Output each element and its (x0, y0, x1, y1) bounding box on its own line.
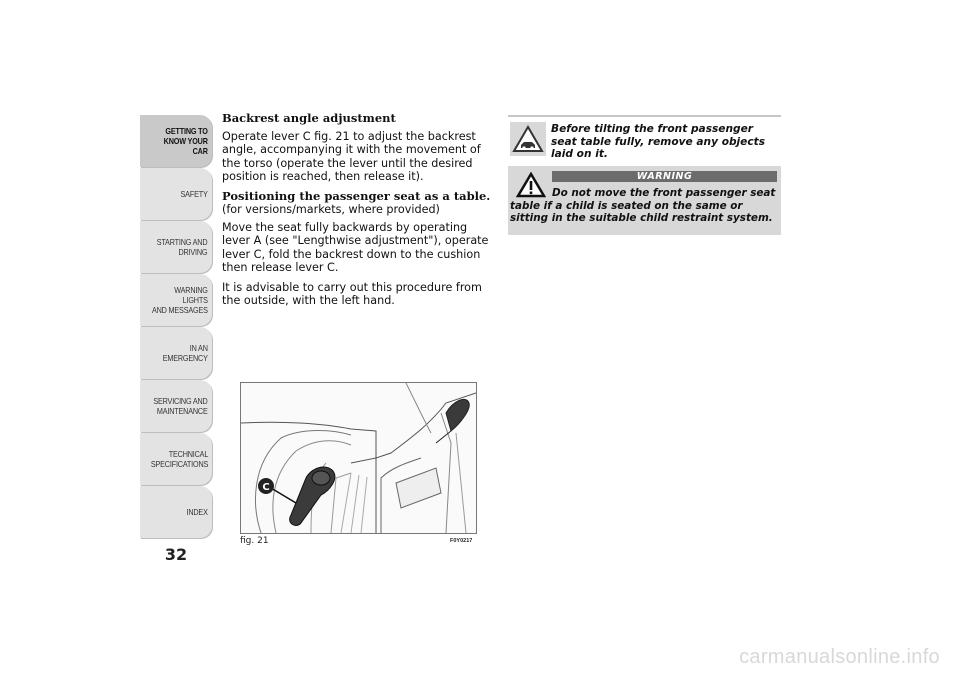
figure-seat-lever (240, 382, 477, 534)
tab-label: SAFETY (180, 189, 208, 199)
caution-box (508, 115, 781, 162)
tab-safety[interactable] (140, 168, 212, 220)
warning-title: WARNING (552, 171, 777, 182)
tab-starting-and-driving[interactable] (140, 221, 212, 273)
tab-servicing[interactable] (140, 380, 212, 432)
tab-getting-to-know-your-car[interactable] (140, 115, 212, 167)
tab-label: STARTING AND DRIVING (157, 237, 208, 257)
tab-technical-specifications[interactable] (140, 433, 212, 485)
section-body: Move the seat fully backwards by operating lever A (see "Lengthwise adjustment"), operate lever C, fold the backrest down to the cushion then release lever C. (222, 220, 489, 274)
tab-label: GETTING TO KNOW YOUR CAR (163, 126, 208, 156)
main-text-column (222, 112, 494, 314)
tab-label: IN AN EMERGENCY (162, 343, 208, 363)
page-number: 32 (164, 545, 188, 564)
tab-label: INDEX (186, 507, 208, 517)
callout-label-c: C (262, 482, 270, 493)
warning-text: Do not move the front passenger seat table if a child is seated on the same or sitting in the suitable child restraint system. (510, 187, 776, 224)
car-warning-icon (510, 122, 546, 156)
tab-warning-lights[interactable] (140, 274, 212, 326)
tab-label: SERVICING AND MAINTENANCE (153, 396, 208, 416)
seat-lever-illustration (241, 383, 476, 533)
section-body: Operate lever C fig. 21 to adjust the backrest angle, accompanying it with the movement of the torso (operate the lever until the desired position is reached, then release it). (222, 129, 481, 183)
figure-code: F0Y0217 (450, 538, 473, 544)
caution-text: Before tilting the front passenger seat table fully, remove any objects laid on it. (551, 123, 766, 160)
tab-label: WARNING LIGHTS AND MESSAGES (151, 285, 208, 315)
section-heading: Backrest angle adjustment (222, 111, 396, 125)
chapter-tabs (140, 115, 212, 539)
section-body: It is advisable to carry out this procedure from the outside, with the left hand. (222, 280, 482, 307)
tab-label: TECHNICAL SPECIFICATIONS (150, 449, 208, 469)
tab-index[interactable] (140, 486, 212, 538)
tab-in-an-emergency[interactable] (140, 327, 212, 379)
section-heading: Positioning the passenger seat as a table. (222, 188, 491, 203)
warning-box (508, 166, 781, 235)
section-note: (for versions/markets, where provided) (222, 203, 440, 216)
watermark: carmanualsonline.info (739, 646, 940, 668)
figure-caption: fig. 21 (240, 536, 269, 546)
